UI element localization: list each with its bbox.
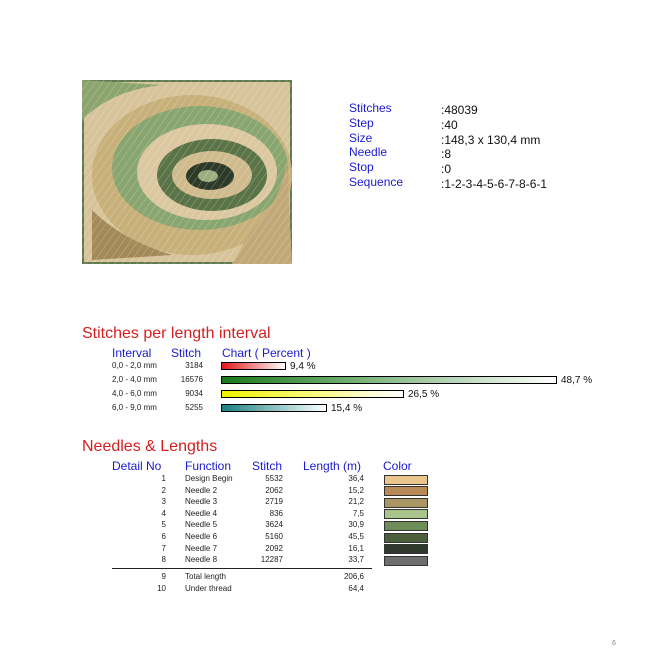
interval-range: 0,0 - 2,0 mm [112,361,157,370]
needle-length: 16,1 [348,543,364,553]
needle-detail-no: 6 [161,532,166,541]
interval-bar [221,362,286,370]
interval-range: 2,0 - 4,0 mm [112,375,157,384]
total-detail-no: 9 [161,572,166,581]
interval-percent: 26,5 % [408,389,440,400]
interval-bar [221,404,327,412]
needle-stitch-header: Stitch [252,459,283,473]
needle-function: Needle 5 [185,520,218,530]
length-header: Length (m) [303,459,362,473]
info-value: :148,3 x 130,4 mm [441,132,541,147]
needle-color-swatch [384,486,428,496]
needle-detail-no: 5 [161,520,166,530]
needle-length: 33,7 [348,555,364,565]
needle-color-swatch [384,556,428,566]
needle-color-swatch [384,498,428,508]
needles-lengths-title: Needles & Lengths [82,438,218,455]
needle-detail-no: 2 [161,485,166,495]
interval-bar [221,390,404,398]
needle-color-swatch [384,533,428,543]
needle-stitch: 3624 [265,520,283,530]
needle-length: 7,5 [352,508,364,518]
needle-color-swatch [384,475,428,485]
needle-stitch: 12287 [260,555,283,565]
interval-bar [221,376,557,384]
interval-percent: 15,4 % [331,403,363,414]
interval-header: Interval [112,346,152,360]
needle-function: Needle 4 [185,508,218,518]
total-detail-no: 10 [157,583,166,593]
interval-range: 4,0 - 6,0 mm [112,389,157,398]
info-label: Stop [349,160,374,175]
needle-length: 15,2 [348,485,364,495]
interval-stitch-count: 9034 [185,389,203,398]
needle-function: Needle 8 [185,555,218,565]
color-header: Color [383,459,412,473]
needle-stitch: 5532 [265,474,283,483]
detail-no-header: Detail No [112,459,162,473]
info-value: :0 [441,162,452,177]
info-value: :40 [441,117,458,132]
stitch-header: Stitch [171,346,202,360]
interval-range: 6,0 - 9,0 mm [112,403,157,412]
needle-function: Needle 3 [185,497,218,507]
info-label: Needle [349,145,388,160]
design-preview-image [82,80,292,264]
needle-function: Design Begin [185,474,233,483]
needle-color-swatch [384,521,428,531]
needle-stitch: 5160 [265,532,283,541]
total-function: Total length [185,572,226,581]
info-label: Stitches [349,101,392,115]
needle-length: 36,4 [348,474,364,483]
needle-length: 30,9 [348,520,364,530]
needle-color-swatch [384,544,428,554]
needle-detail-no: 8 [161,555,166,565]
total-function: Under thread [185,583,232,593]
needle-stitch: 2062 [265,485,283,495]
interval-stitch-count: 3184 [185,361,203,370]
info-label: Sequence [349,175,404,189]
needle-function: Needle 6 [185,532,218,541]
info-label: Size [349,130,373,145]
needle-length: 21,2 [348,497,364,507]
info-value: :8 [441,147,452,162]
needle-length: 45,5 [348,532,364,541]
interval-percent: 9,4 % [290,361,316,372]
chart-percent-header: Chart ( Percent ) [222,346,311,360]
info-value: :48039 [441,103,478,117]
totals-divider [112,568,372,569]
needle-detail-no: 4 [161,508,166,518]
interval-stitch-count: 5255 [185,403,203,412]
stitches-interval-title: Stitches per length interval [82,325,271,342]
info-label: Step [349,115,374,130]
interval-percent: 48,7 % [561,375,593,386]
page-mark: 6 [612,640,616,647]
needle-stitch: 2092 [265,543,283,553]
function-header: Function [185,459,232,473]
total-length: 206,6 [343,572,364,581]
info-value: :1-2-3-4-5-6-7-8-6-1 [441,177,548,191]
needle-detail-no: 1 [161,474,166,483]
needle-function: Needle 7 [185,543,218,553]
total-length: 64,4 [348,583,364,593]
needle-color-swatch [384,509,428,519]
interval-stitch-count: 16576 [180,375,203,384]
needle-function: Needle 2 [185,485,218,495]
needle-stitch: 836 [269,508,283,518]
needle-stitch: 2719 [265,497,283,507]
needle-detail-no: 3 [161,497,166,507]
needle-detail-no: 7 [161,543,166,553]
